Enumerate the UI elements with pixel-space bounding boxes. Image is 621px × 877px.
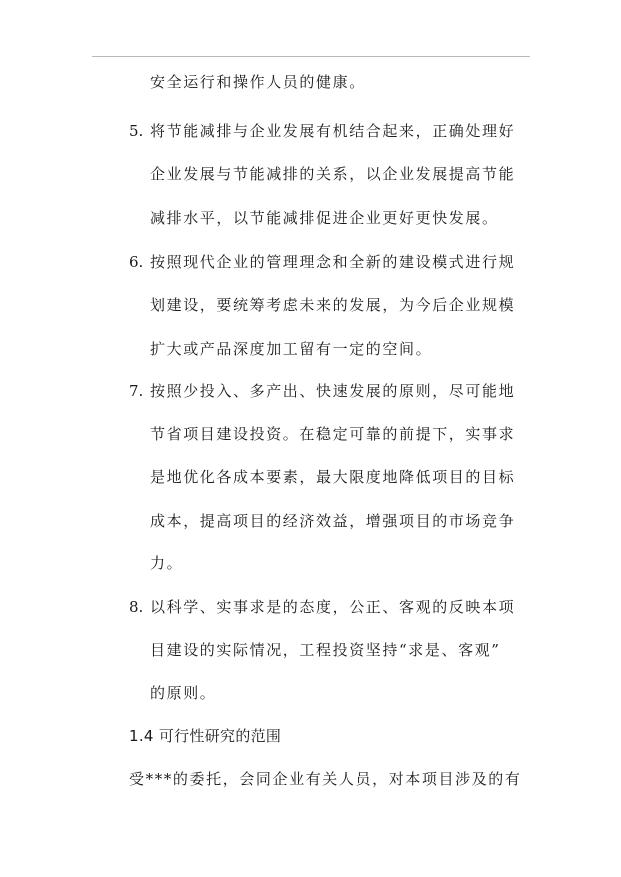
list-item-line: 以科学、实事求是的态度，公正、客观的反映本项 bbox=[150, 598, 516, 616]
body-text-line: 受***的委托，会同企业有关人员，对本项目涉及的有 bbox=[129, 770, 522, 788]
section-heading: 1.4 可行性研究的范围 bbox=[129, 727, 282, 745]
list-item-number: 6. bbox=[129, 253, 144, 271]
list-item-line: 的原则。 bbox=[150, 684, 217, 702]
list-item-line: 节省项目建设投资。在稳定可靠的前提下，实事求 bbox=[150, 425, 516, 443]
list-item-line: 成本，提高项目的经济效益，增强项目的市场竞争 bbox=[150, 512, 516, 530]
list-item-line: 目建设的实际情况，工程投资坚持“求是、客观” bbox=[150, 641, 501, 659]
list-item-line: 减排水平，以节能减排促进企业更好更快发展。 bbox=[150, 209, 499, 227]
continuation-line: 安全运行和操作人员的健康。 bbox=[150, 73, 366, 91]
list-item-number: 8. bbox=[129, 598, 144, 616]
list-item-line: 按照少投入、多产出、快速发展的原则，尽可能地 bbox=[150, 382, 516, 400]
list-item-number: 5. bbox=[129, 122, 144, 140]
list-item-line: 扩大或产品深度加工留有一定的空间。 bbox=[150, 340, 433, 358]
list-item-number: 7. bbox=[129, 382, 144, 400]
list-item-line: 力。 bbox=[150, 554, 184, 572]
list-item-line: 划建设，要统筹考虑未来的发展，为今后企业规模 bbox=[150, 296, 516, 314]
list-item-line: 将节能减排与企业发展有机结合起来，正确处理好 bbox=[150, 122, 516, 140]
list-item-line: 是地优化各成本要素，最大限度地降低项目的目标 bbox=[150, 468, 516, 486]
list-item-line: 按照现代企业的管理理念和全新的建设模式进行规 bbox=[150, 253, 516, 271]
list-item-line: 企业发展与节能减排的关系，以企业发展提高节能 bbox=[150, 165, 516, 183]
header-rule bbox=[92, 56, 530, 57]
